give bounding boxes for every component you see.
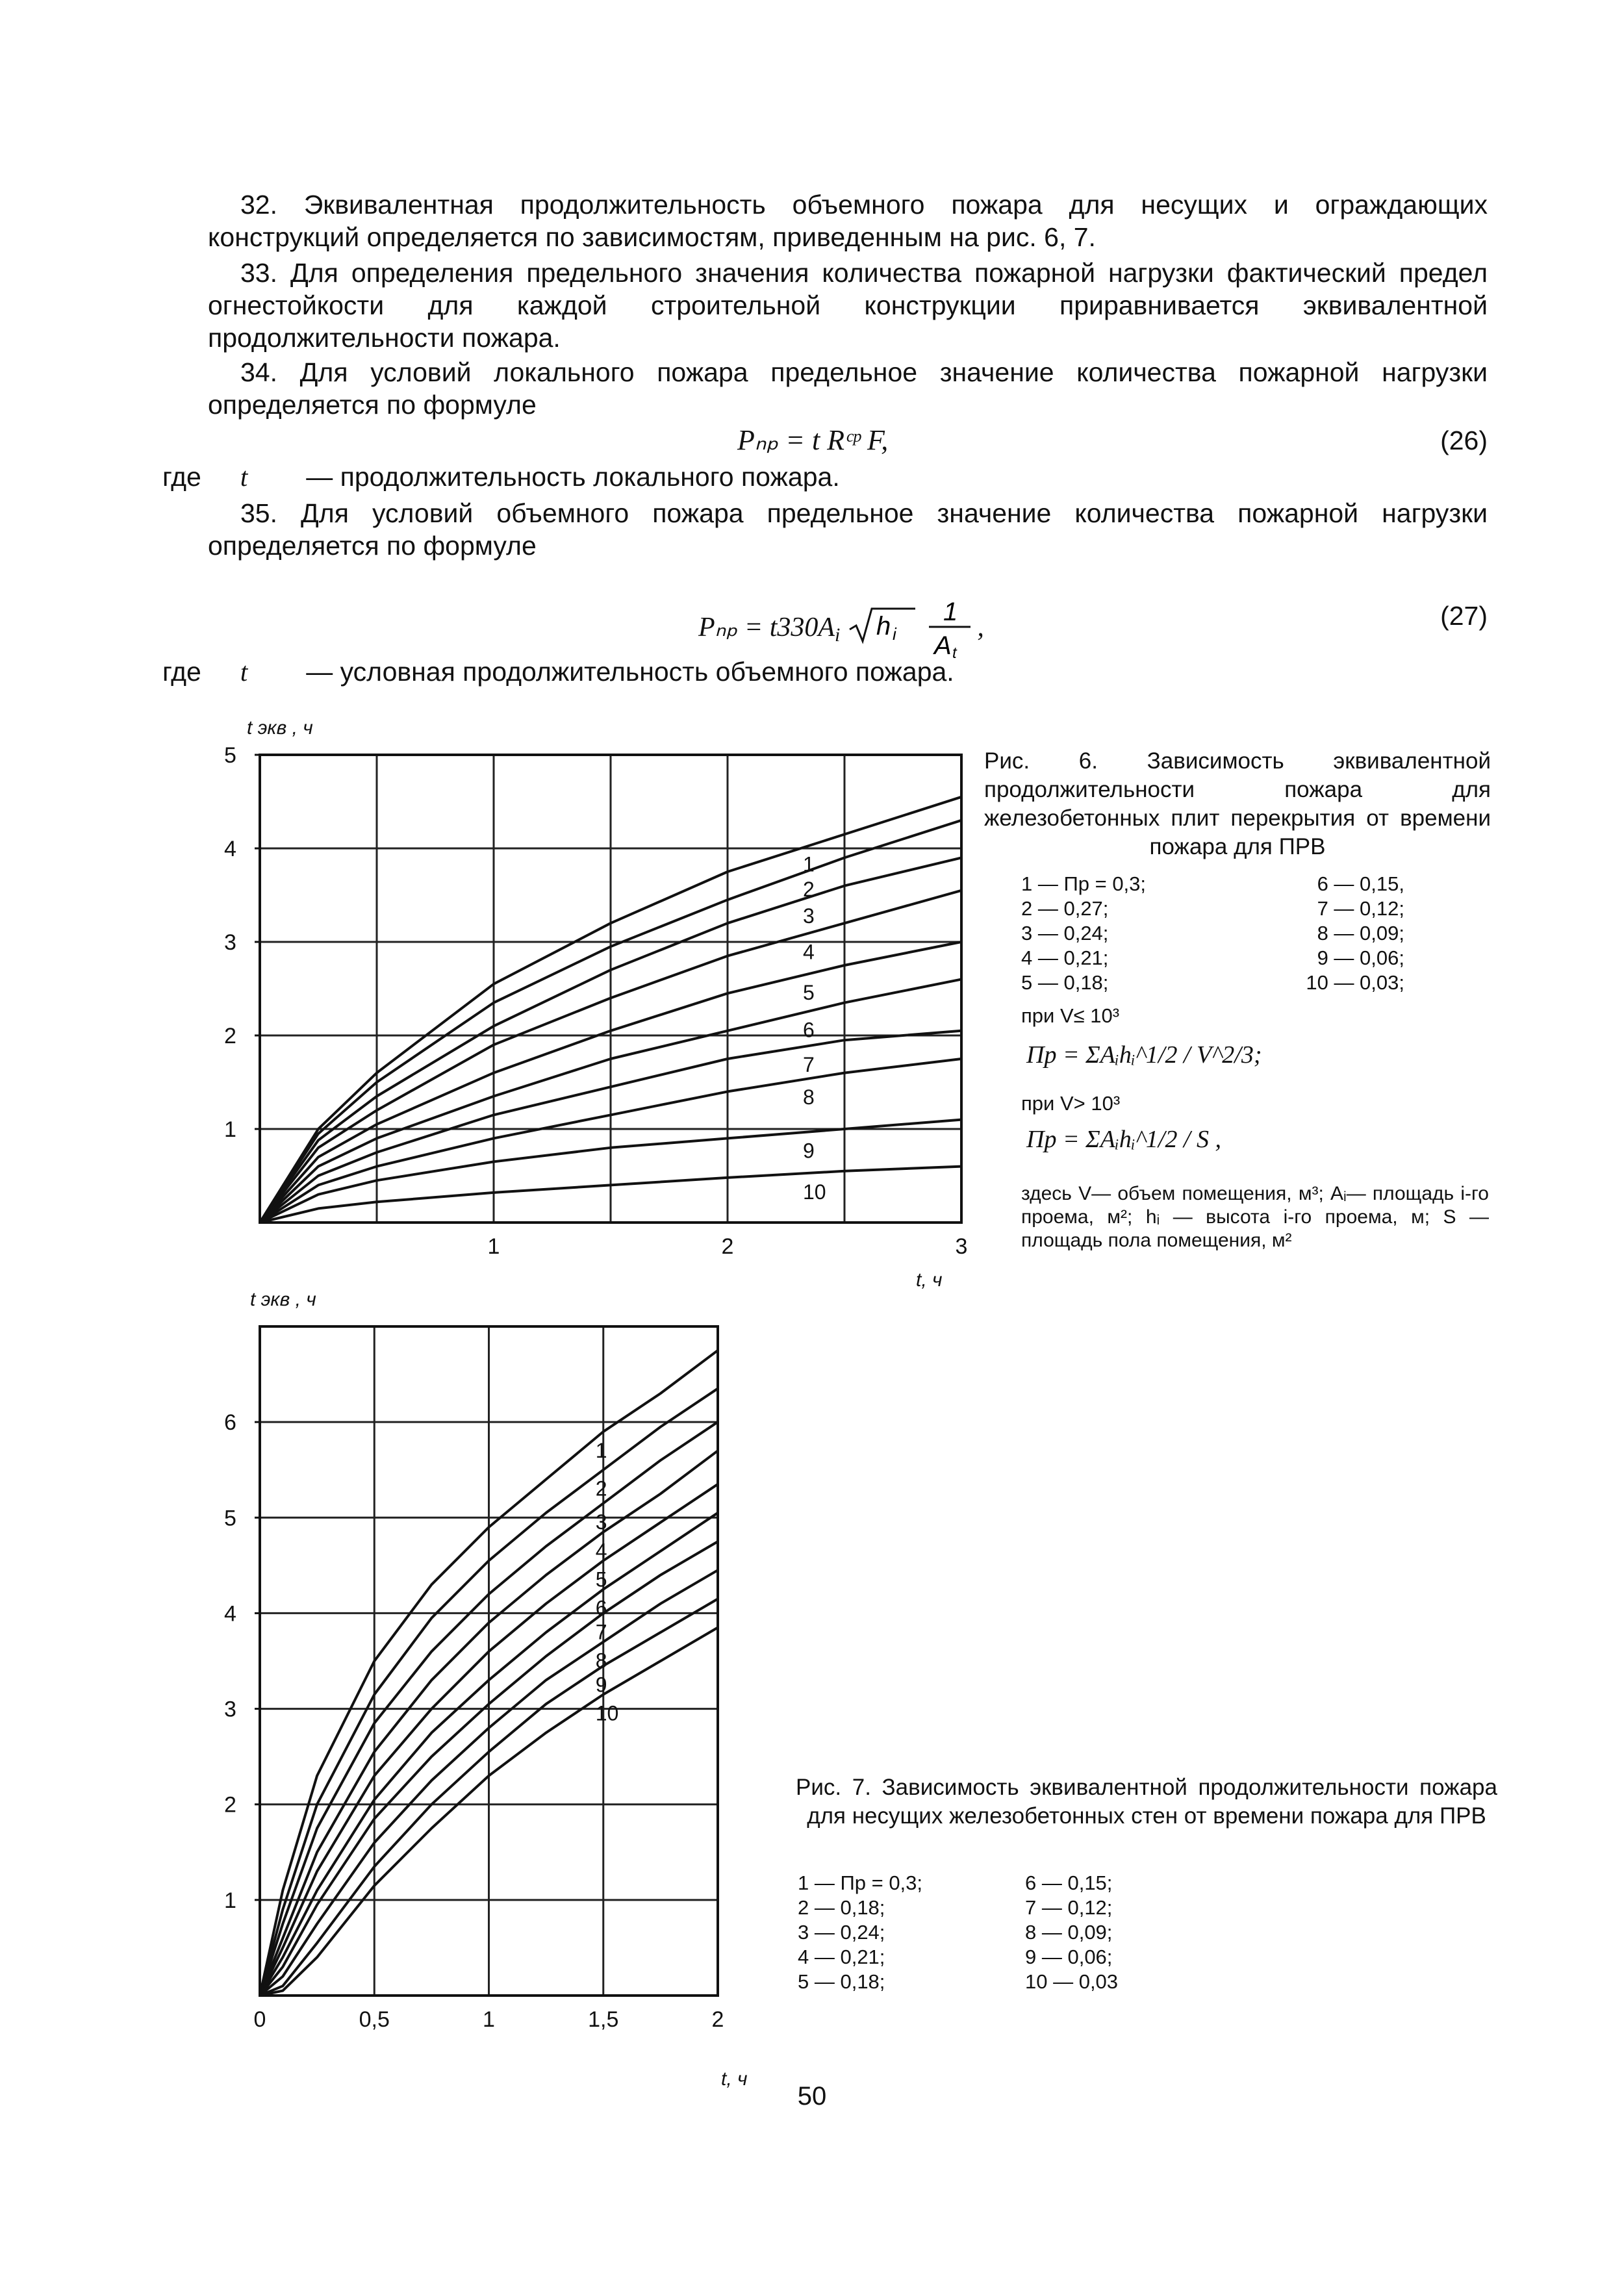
fig6-legend-item: 4 — 0,21; (1021, 946, 1109, 969)
series-label: 7 (803, 1052, 815, 1076)
where-27-desc: — условная продолжительность объемного пожара. (306, 657, 954, 687)
paragraph-32: 32. Эквивалентная продолжительность объемного пожара для несущих и ограждающих конструкций определяется по зависимостям, приведенным на рис. 6, 7. (208, 190, 1488, 252)
fig6-legend-item: 9 — 0,06; (1317, 946, 1404, 969)
fig6-legend-row (1021, 921, 1404, 946)
svg-text:A: A (934, 631, 952, 659)
y-tick-label: 2 (224, 1024, 236, 1048)
series-label: 5 (803, 980, 815, 1004)
fig6-legend-item: 5 — 0,18; (1021, 971, 1109, 994)
page-number: 50 (797, 2082, 827, 2111)
series-label: 6 (595, 1596, 607, 1620)
formula-27-lhs: Pₙₚ = t330A (698, 613, 835, 642)
fig6-legend-item: 8 — 0,09; (1317, 922, 1404, 944)
y-axis-label: t экв , ч (250, 1289, 316, 1310)
fig6-legend (1021, 872, 1404, 995)
svg-text:i: i (892, 624, 896, 644)
y-axis-label: t экв , ч (247, 717, 313, 739)
y-tick-label: 1 (224, 1117, 236, 1142)
y-tick-label: 3 (224, 1697, 236, 1722)
x-tick-label: 2 (721, 1234, 734, 1259)
series-label: 10 (803, 1180, 826, 1204)
fig6-legend-row (1021, 872, 1404, 896)
fig7-legend-item: 7 — 0,12; (1025, 1896, 1113, 1919)
formula-26 (737, 424, 888, 457)
fig7-legend-item: 4 — 0,21; (798, 1946, 885, 1968)
svg-text:1: 1 (943, 598, 958, 626)
where-26 (162, 461, 840, 492)
fig6-legend-row (1021, 946, 1404, 970)
svg-text:t: t (952, 644, 958, 659)
fig6-legend-item: 1 — Пр = 0,3; (1021, 872, 1147, 895)
series-label: 3 (803, 904, 815, 928)
fig6-cond2: при V> 10³ (1021, 1092, 1121, 1115)
fig7-legend-item: 3 — 0,24; (798, 1921, 885, 1944)
series-label: 4 (595, 1539, 607, 1563)
svg-text:h: h (876, 612, 891, 640)
y-tick-label: 4 (224, 1601, 236, 1627)
series-label: 2 (803, 877, 815, 901)
fig7-legend-item: 9 — 0,06; (1025, 1946, 1113, 1968)
sqrt-symbol-icon (847, 606, 919, 645)
fig7-legend-row (798, 1920, 1200, 1945)
fig6-legend-row (1021, 970, 1404, 995)
paragraph-35: 35. Для условий объемного пожара предельное значение количества пожарной нагрузки определяется по формуле (208, 498, 1488, 561)
series-label: 6 (803, 1018, 815, 1042)
series-label: 8 (595, 1649, 607, 1673)
y-tick-label: 3 (224, 930, 236, 955)
x-axis-label: t, ч (916, 1269, 943, 1291)
fig6-formula2: Пр = ΣAᵢhᵢ^1/2 / S , (1026, 1126, 1222, 1153)
where-27-word: где (162, 657, 201, 687)
fig7-legend-row (798, 1895, 1200, 1920)
formula-27-number: (27) (1440, 601, 1488, 631)
fig7-caption-title: Рис. 7. Зависимость эквивалентной продолжительности пожара для несущих железобетонных стен от времени пожара для ПРВ (796, 1775, 1497, 1829)
where-27-symbol: t (240, 657, 248, 687)
series-label: 10 (595, 1701, 619, 1725)
formula-27: Pₙₚ = t330Ai h i 1 A t , (698, 594, 984, 659)
fig6-legend-item: 7 — 0,12; (1317, 897, 1404, 920)
y-tick-label: 5 (224, 743, 236, 768)
where-26-desc: — продолжительность локального пожара. (306, 462, 840, 492)
fig7-legend-item: 10 — 0,03 (1025, 1970, 1119, 1993)
fig7-legend-item: 8 — 0,09; (1025, 1921, 1113, 1944)
series-label: 8 (803, 1085, 815, 1109)
fig7-legend-row (798, 1945, 1200, 1970)
fig7-legend-item: 5 — 0,18; (798, 1970, 885, 1993)
series-label: 3 (595, 1510, 607, 1534)
fig7-chart (195, 1286, 780, 2092)
fig6-formula1: Пр = ΣAᵢhᵢ^1/2 / V^2/3; (1026, 1041, 1262, 1069)
x-tick-label: 1 (487, 1234, 500, 1259)
where-27 (162, 656, 954, 687)
fig6-legend-item: 10 — 0,03; (1306, 971, 1404, 994)
paragraph-33: 33. Для определения предельного значения количества пожарной нагрузки фактический предел огнестойкости для каждой строительной конструкции приравнивается эквивалентной продолжительности пожара. (208, 258, 1488, 353)
fig6-cond1: при V≤ 10³ (1021, 1004, 1120, 1027)
series-label: 2 (595, 1477, 607, 1501)
fig6-legend-item: 2 — 0,27; (1021, 897, 1109, 920)
x-tick-label: 1,5 (588, 2007, 619, 2032)
y-tick-label: 1 (224, 1888, 236, 1913)
fig6-legend-row (1021, 896, 1404, 921)
fig7-legend-item: 2 — 0,18; (798, 1896, 885, 1919)
series-label: 4 (803, 940, 815, 964)
series-label: 9 (803, 1139, 815, 1163)
fig6-note: здесь V— объем помещения, м³; Aᵢ— площадь i-го проема, м²; hᵢ — высота i-го проема, м; S — площадь пола помещения, м² (1021, 1183, 1489, 1251)
formula-26-number: (26) (1440, 425, 1488, 455)
x-axis-label: t, ч (721, 2068, 748, 2090)
series-label: 1 (803, 852, 815, 876)
fig7-legend-item: 1 — Пр = 0,3; (798, 1871, 923, 1894)
y-tick-label: 5 (224, 1506, 236, 1531)
x-tick-label: 0 (253, 2007, 266, 2032)
fraction-1-over-At-icon (925, 594, 977, 659)
y-tick-label: 2 (224, 1792, 236, 1818)
x-tick-label: 1 (483, 2007, 495, 2032)
series-label: 9 (595, 1673, 607, 1697)
paragraph-34: 34. Для условий локального пожара предельное значение количества пожарной нагрузки определяется по формуле (208, 357, 1488, 420)
x-tick-label: 0,5 (359, 2007, 390, 2032)
fig6-legend-item: 3 — 0,24; (1021, 922, 1109, 944)
fig7-legend-row (798, 1970, 1200, 1994)
series-label: 5 (595, 1567, 607, 1591)
formula-26-text: Pₙₚ = t Rᶜᵖ F, (737, 424, 889, 456)
y-tick-label: 4 (224, 837, 236, 861)
series-label: 7 (595, 1620, 607, 1644)
where-26-word: где (162, 462, 201, 492)
x-tick-label: 2 (711, 2007, 724, 2032)
fig7-legend-row (798, 1871, 1200, 1895)
fig6-caption-title: Рис. 6. Зависимость эквивалентной продолжительности пожара для железобетонных плит перекрытия от времени пожара для ПРВ (984, 748, 1491, 859)
fig6-legend-item: 6 — 0,15, (1317, 872, 1404, 895)
y-tick-label: 6 (224, 1410, 236, 1436)
fig7-legend-item: 6 — 0,15; (1025, 1871, 1113, 1894)
series-label: 1 (595, 1438, 607, 1462)
x-tick-label: 3 (955, 1234, 968, 1259)
fig7-legend (798, 1871, 1200, 1994)
fig6-chart (195, 715, 1039, 1312)
where-26-symbol: t (240, 462, 248, 492)
